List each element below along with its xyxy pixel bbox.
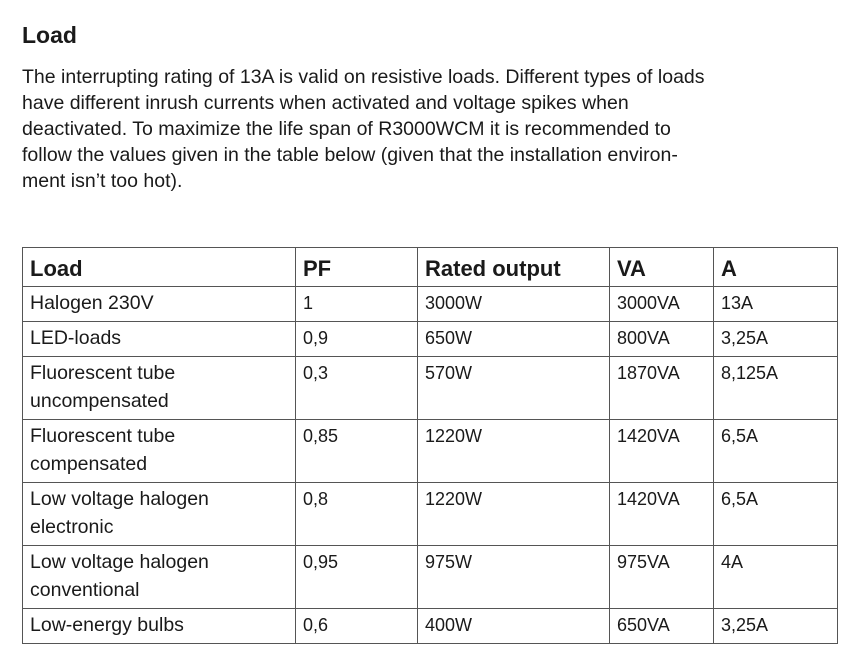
intro-paragraph [22, 64, 822, 194]
table-header-row [23, 248, 838, 287]
cell-rated-output: 650W [418, 322, 610, 357]
cell-pf: 0,3 [296, 357, 418, 420]
table-row [23, 357, 838, 420]
table-row [23, 483, 838, 546]
cell-pf: 0,9 [296, 322, 418, 357]
column-header-pf: PF [296, 248, 418, 287]
load-table [22, 247, 838, 644]
cell-load-line: Low-energy bulbs [30, 614, 184, 636]
cell-load [23, 420, 296, 483]
cell-pf: 0,8 [296, 483, 418, 546]
cell-a: 8,125A [714, 357, 838, 420]
cell-load [23, 546, 296, 609]
cell-load-line: uncompensated [30, 390, 169, 412]
intro-line: deactivated. To maximize the life span of R3000WCM it is recommended to [22, 118, 671, 140]
column-header-a: A [714, 248, 838, 287]
cell-load-line: LED-loads [30, 327, 122, 349]
intro-line: have different inrush currents when activated and voltage spikes when [22, 92, 629, 114]
table-row [23, 609, 838, 644]
cell-va: 650VA [610, 609, 714, 644]
cell-a: 13A [714, 287, 838, 322]
table-row [23, 287, 838, 322]
cell-load [23, 357, 296, 420]
cell-load-line: Fluorescent tube [30, 425, 176, 447]
intro-line: The interrupting rating of 13A is valid on resistive loads. Different types of loads [22, 66, 705, 88]
cell-load-line: compensated [30, 453, 148, 475]
column-header-rated-output: Rated output [418, 248, 610, 287]
table-row [23, 546, 838, 609]
cell-rated-output: 975W [418, 546, 610, 609]
cell-load-line: electronic [30, 516, 114, 538]
cell-a: 3,25A [714, 609, 838, 644]
table-row [23, 420, 838, 483]
cell-rated-output: 400W [418, 609, 610, 644]
cell-a: 6,5A [714, 420, 838, 483]
cell-va: 800VA [610, 322, 714, 357]
cell-pf: 0,95 [296, 546, 418, 609]
cell-va: 975VA [610, 546, 714, 609]
cell-load-line: Low voltage halogen [30, 551, 209, 573]
column-header-va: VA [610, 248, 714, 287]
cell-va: 1420VA [610, 420, 714, 483]
cell-rated-output: 3000W [418, 287, 610, 322]
column-header-load: Load [23, 248, 296, 287]
cell-pf: 1 [296, 287, 418, 322]
intro-line: follow the values given in the table below (given that the installation environ- [22, 144, 678, 166]
cell-rated-output: 1220W [418, 483, 610, 546]
cell-load-line: Low voltage halogen [30, 488, 209, 510]
section-title: Load [22, 22, 77, 48]
cell-load-line: Halogen 230V [30, 292, 154, 314]
cell-va: 1870VA [610, 357, 714, 420]
cell-va: 1420VA [610, 483, 714, 546]
cell-a: 3,25A [714, 322, 838, 357]
cell-load [23, 609, 296, 644]
cell-load [23, 322, 296, 357]
cell-rated-output: 570W [418, 357, 610, 420]
cell-pf: 0,85 [296, 420, 418, 483]
table-body [23, 287, 838, 644]
cell-load [23, 483, 296, 546]
cell-load [23, 287, 296, 322]
cell-va: 3000VA [610, 287, 714, 322]
table-row [23, 322, 838, 357]
cell-load-line: conventional [30, 579, 140, 601]
cell-load-line: Fluorescent tube [30, 362, 176, 384]
cell-a: 4A [714, 546, 838, 609]
cell-pf: 0,6 [296, 609, 418, 644]
cell-rated-output: 1220W [418, 420, 610, 483]
cell-a: 6,5A [714, 483, 838, 546]
intro-line: ment isn’t too hot). [22, 170, 183, 192]
